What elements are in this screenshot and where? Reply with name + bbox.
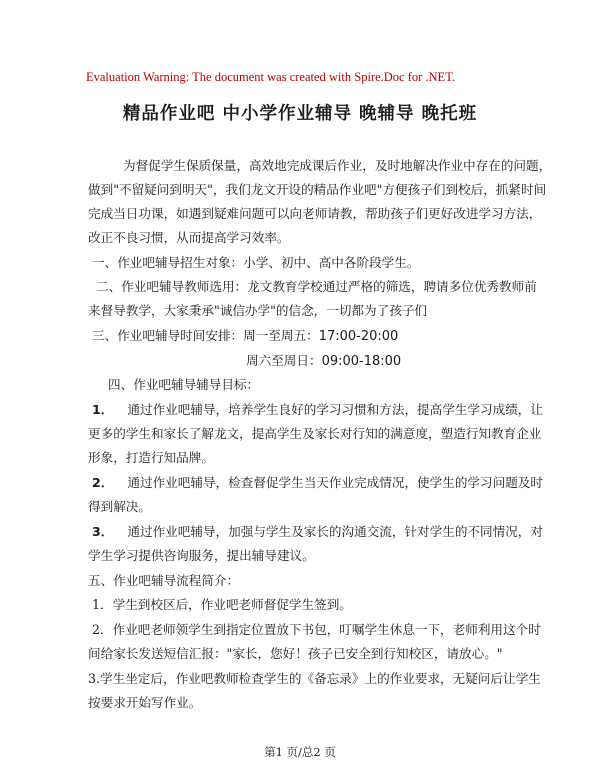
weekday-time: 17:00-20:00 [318, 329, 399, 344]
step-2-line: 2．作业吧老师领学生到指定位置放下书包，叮嘱学生休息一下，老师利用这个时 [92, 622, 541, 637]
document-title: 精品作业吧 中小学作业辅导 晚辅导 晚托班 [122, 104, 478, 124]
section-2-line: 来督导教学，大家秉承"诚信办学"的信念，一切都为了孩子们 [88, 303, 428, 318]
section-2-line: 二、作业吧辅导教师选用：龙文教育学校通过严格的筛选，聘请多位优秀教师前 [96, 279, 537, 294]
step-3-line: 3.学生坐定后，作业吧教师检查学生的《备忘录》上的作业要求，无疑问后让学生 [88, 671, 541, 686]
goal-2-line: 得到解决。 [88, 499, 151, 514]
goal-3-line: 学生学习提供咨询服务，提出辅导建议。 [88, 548, 315, 563]
intro-line: 完成当日功课，如遇到疑难问题可以向老师请教，帮助孩子们更好改进学习方法， [88, 206, 542, 221]
goal-1-line: 更多的学生和家长了解龙文，提高学生及家长对行知的满意度，塑造行知教育企业 [88, 426, 542, 441]
section-4-heading: 四、作业吧辅导辅导目标： [108, 377, 260, 392]
intro-line: 改正不良习惯，从而提高学习效率。 [88, 230, 290, 245]
weekend-label: 周六至周日： [246, 353, 322, 368]
intro-line: 做到"不留疑问到明天"，我们龙文开设的精品作业吧"方便孩子们到校后，抓紧时间 [88, 182, 547, 197]
section-5-heading: 五、作业吧辅导流程简介： [88, 573, 240, 588]
goal-3-line: 3． 通过作业吧辅导，加强与学生及家长的沟通交流，针对学生的不同情况，对 [92, 524, 543, 539]
goal-number: 3． [92, 524, 114, 539]
weekend-time: 09:00-18:00 [321, 354, 402, 369]
evaluation-warning: Evaluation Warning: The document was created with Spire.Doc for .NET. [86, 70, 456, 84]
section-3 [92, 327, 398, 346]
goal-number: 2． [92, 475, 114, 490]
step-2-line: 间给家长发送短信汇报："家长，您好！孩子已安全到行知校区，请放心。" [88, 646, 503, 661]
goal-2-line: 2． 通过作业吧辅导，检查督促学生当天作业完成情况，使学生的学习问题及时 [92, 475, 543, 490]
goal-1-line: 1． 通过作业吧辅导，培养学生良好的学习习惯和方法，提高学生学习成绩，让 [92, 402, 543, 417]
step-3-line: 按要求开始写作业。 [88, 695, 202, 710]
goal-number: 1． [92, 402, 114, 417]
section-3-label: 三、作业吧辅导时间安排：周一至周五： [92, 328, 319, 343]
goal-1-line: 形象，打造行知品牌。 [88, 450, 214, 465]
page-footer: 第1 页/总2 页 [264, 745, 336, 759]
weekend-schedule [246, 352, 401, 371]
section-1: 一、作业吧辅导招生对象：小学、初中、高中各阶段学生。 [92, 255, 420, 270]
intro-line: 为督促学生保质保量，高效地完成课后作业，及时地解决作业中存在的问题， [123, 158, 552, 173]
step-1: 1．学生到校区后，作业吧老师督促学生签到。 [92, 597, 352, 612]
